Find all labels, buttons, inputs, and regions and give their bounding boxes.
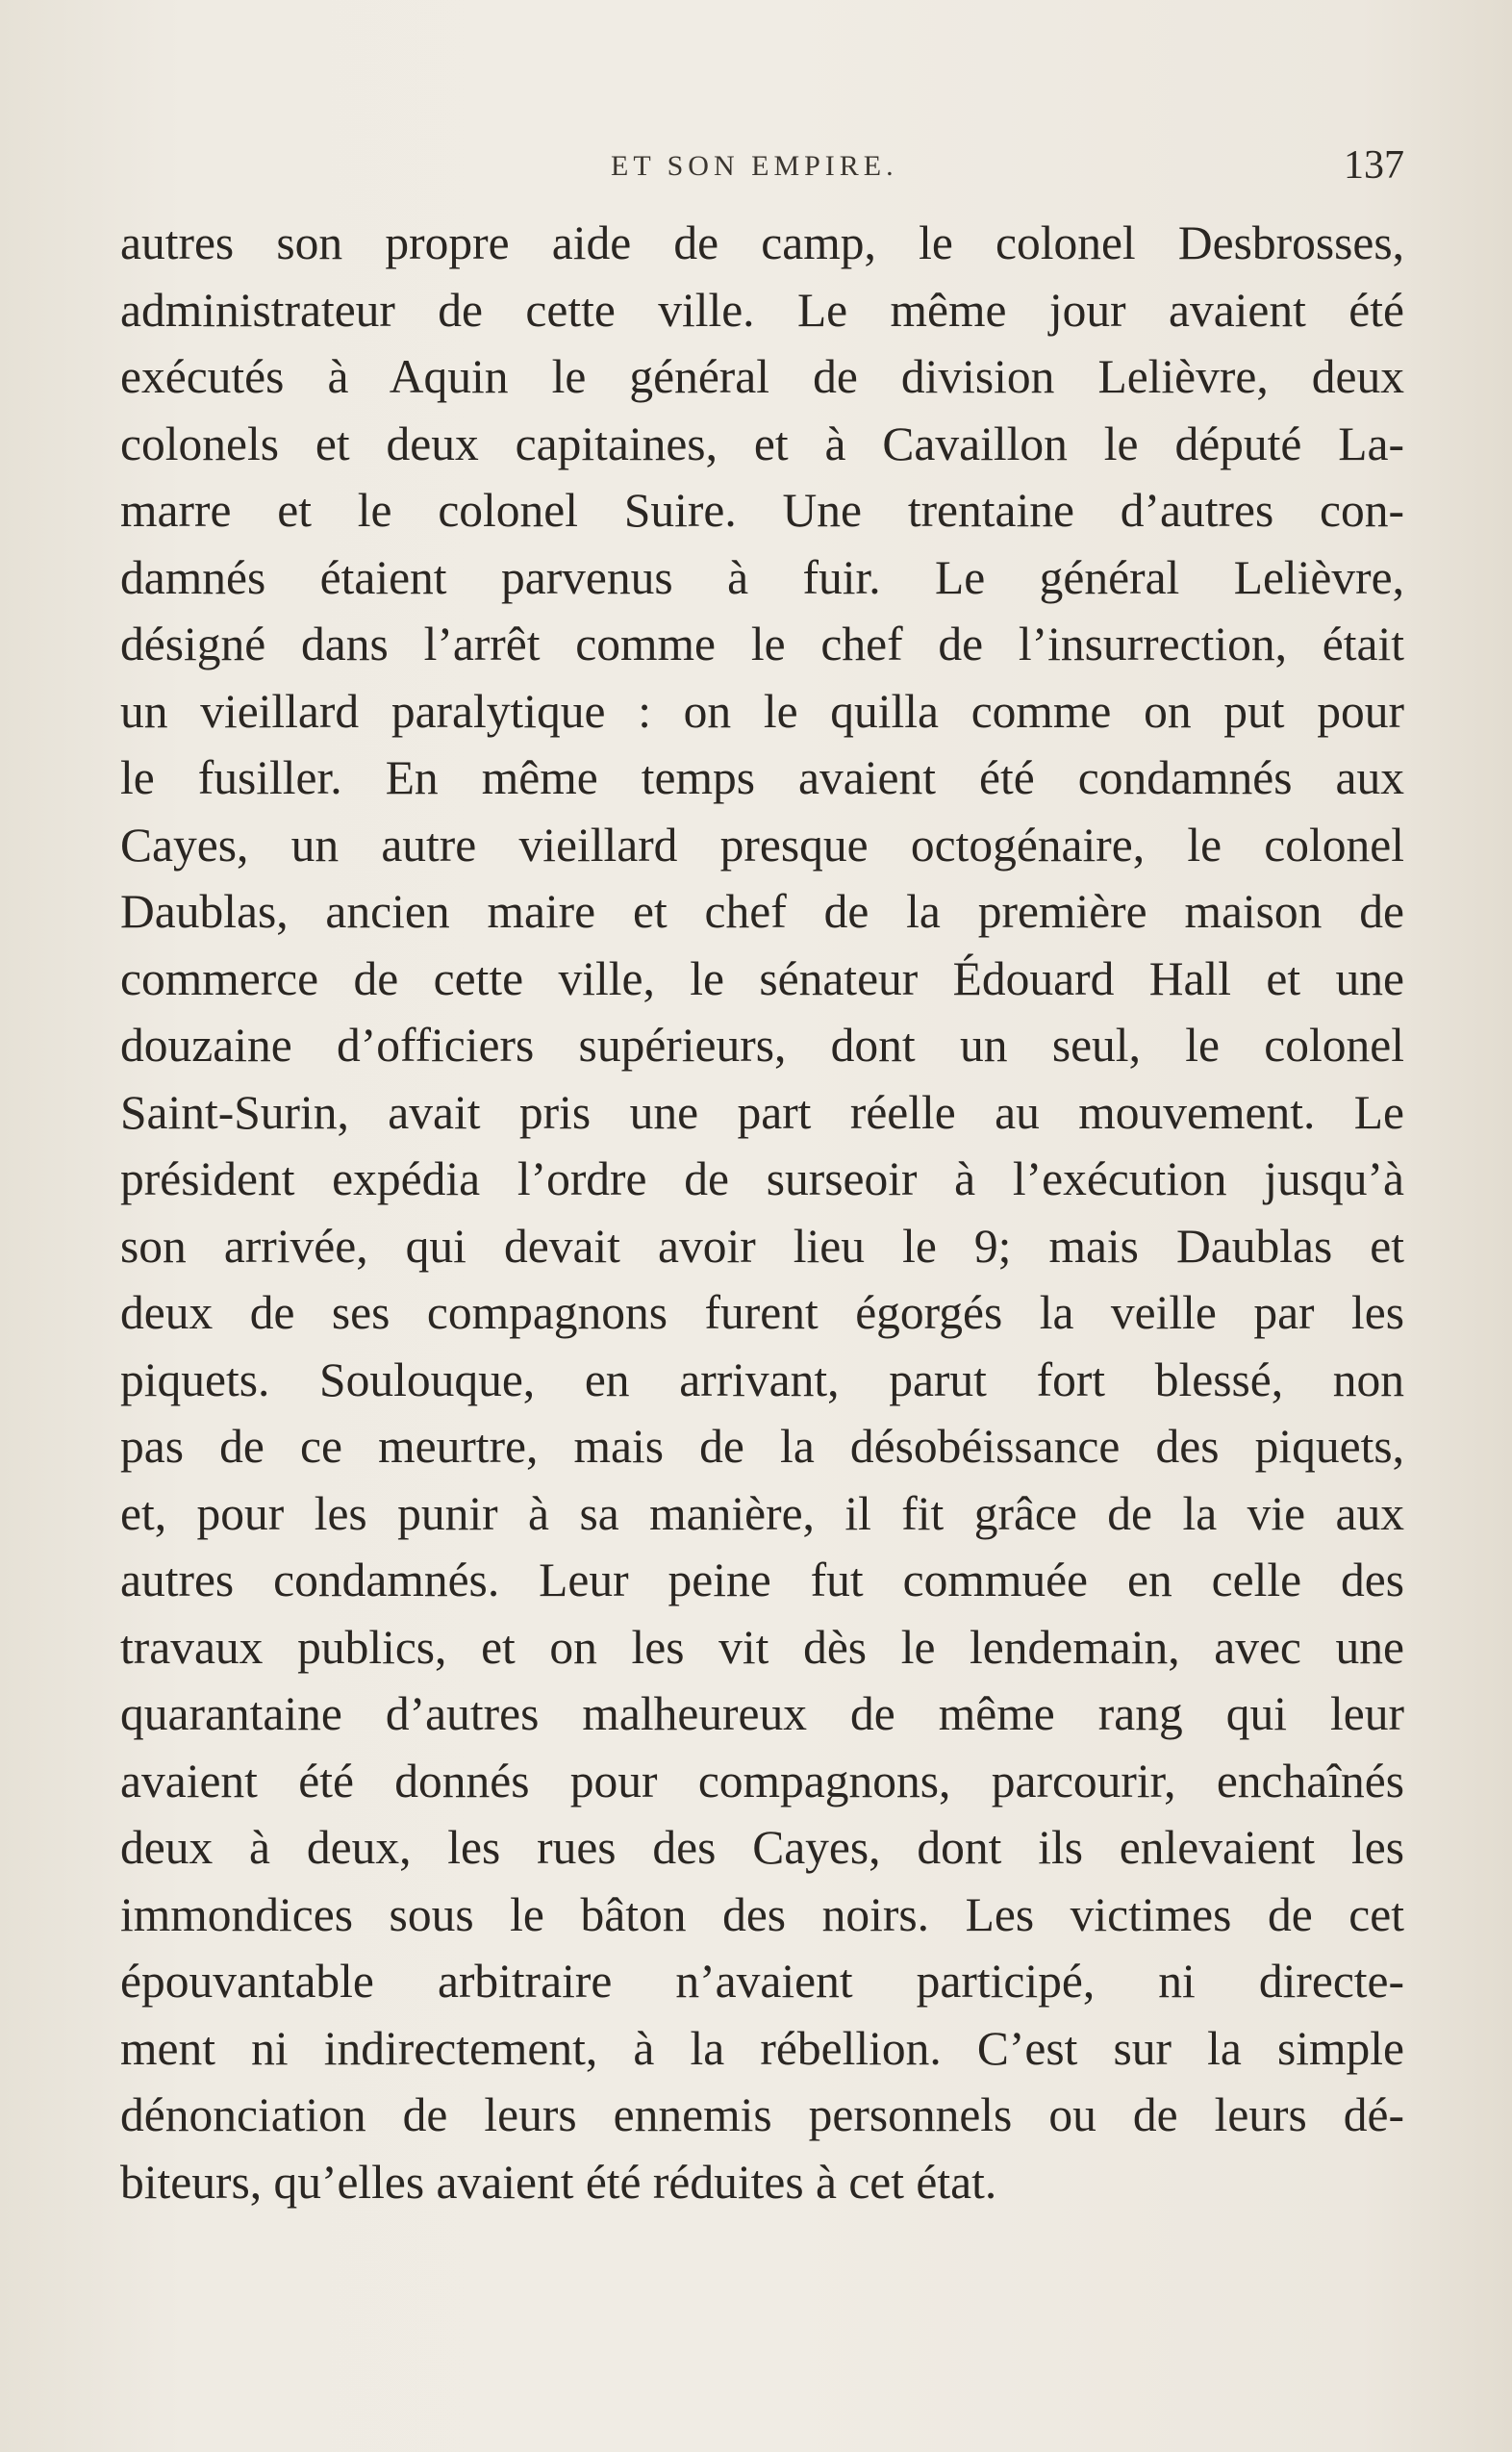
text-line: quarantaine d’autres malheureux de même rang qui leur (120, 1687, 1404, 1740)
text-line: deux à deux, les rues des Cayes, dont ils enlevaient les (120, 1821, 1404, 1874)
text-line: administrateur de cette ville. Le même jour avaient été (120, 283, 1404, 337)
text-line: travaux publics, et on les vit dès le lendemain, avec une (120, 1620, 1404, 1674)
text-line: et, pour les punir à sa manière, il fit grâce de la vie aux (120, 1486, 1404, 1540)
text-line: marre et le colonel Suire. Une trentaine d’autres con- (120, 484, 1404, 537)
text-line: avaient été donnés pour compagnons, parcourir, enchaînés (120, 1754, 1404, 1807)
text-line: ment ni indirectement, à la rébellion. C’est sur la simple (120, 2021, 1404, 2075)
text-line: président expédia l’ordre de surseoir à l’exécution jusqu’à (120, 1152, 1404, 1205)
text-line: colonels et deux capitaines, et à Cavaillon le député La- (120, 417, 1404, 470)
text-line: un vieillard paralytique : on le quilla comme on put pour (120, 684, 1404, 738)
text-line: désigné dans l’arrêt comme le chef de l’insurrection, était (120, 618, 1404, 670)
page-number: 137 (1344, 143, 1404, 188)
text-line: autres condamnés. Leur peine fut commuée en celle des (120, 1554, 1404, 1606)
running-title: ET SON EMPIRE. (611, 150, 898, 182)
running-head (120, 142, 1404, 189)
text-line: douzaine d’officiers supérieurs, dont un seul, le colonel (120, 1019, 1404, 1072)
text-line: Cayes, un autre vieillard presque octogénaire, le colonel (120, 818, 1404, 872)
text-line: Daublas, ancien maire et chef de la première maison de (120, 885, 1404, 938)
text-line: piquets. Soulouque, en arrivant, parut fort blessé, non (120, 1352, 1404, 1406)
text-line: damnés étaient parvenus à fuir. Le général Lelièvre, (120, 550, 1404, 604)
text-line: autres son propre aide de camp, le colonel Desbrosses, (120, 216, 1404, 269)
text-line: deux de ses compagnons furent égorgés la veille par les (120, 1286, 1404, 1339)
text-line: Saint-Surin, avait pris une part réelle au mouvement. Le (120, 1085, 1404, 1139)
text-line: commerce de cette ville, le sénateur Édouard Hall et une (120, 951, 1404, 1005)
body-text (120, 210, 1404, 2215)
text-line: épouvantable arbitraire n’avaient participé, ni directe- (120, 1955, 1404, 2008)
text-line: le fusiller. En même temps avaient été condamnés aux (120, 751, 1404, 804)
text-line: pas de ce meurtre, mais de la désobéissance des piquets, (120, 1420, 1404, 1473)
text-line-last: biteurs, qu’elles avaient été réduites à cet état. (120, 2155, 997, 2209)
text-line: immondices sous le bâton des noirs. Les victimes de cet (120, 1887, 1404, 1941)
text-line: exécutés à Aquin le général de division Lelièvre, deux (120, 350, 1404, 403)
text-line: dénonciation de leurs ennemis personnels ou de leurs dé- (120, 2088, 1404, 2141)
text-line: son arrivée, qui devait avoir lieu le 9; mais Daublas et (120, 1219, 1404, 1273)
